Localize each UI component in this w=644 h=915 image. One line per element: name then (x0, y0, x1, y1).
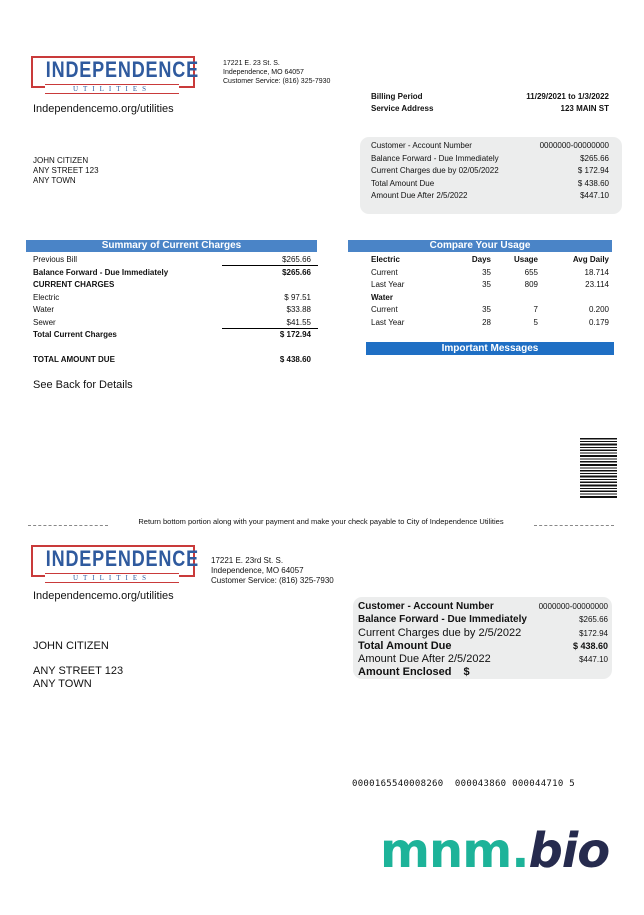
stub-customer-town: ANY TOWN (33, 678, 92, 690)
see-back-note: See Back for Details (33, 379, 133, 391)
usage-days: 35 (482, 305, 491, 314)
stub-current-value: $172.94 (579, 629, 608, 638)
col-avg: Avg Daily (572, 255, 609, 264)
address-line1: 17221 E. 23 St. S. (223, 60, 280, 67)
usage-amount: 809 (524, 280, 538, 289)
stub-utility-logo (31, 545, 199, 585)
usage-days: 35 (482, 267, 491, 277)
logo-sub: UTILITIES (72, 574, 152, 582)
logo-sub: UTILITIES (72, 85, 152, 93)
stub-total-label: Total Amount Due (358, 640, 452, 652)
water-heading: Water (371, 292, 393, 302)
current-charges-value: $ 172.94 (577, 166, 609, 175)
balance-forward-label: Balance Forward - Due Immediately (33, 267, 169, 277)
usage-header: Compare Your Usage (348, 240, 612, 252)
account-number-value: 0000000-00000000 (539, 141, 609, 150)
return-instructions: Return bottom portion along with your payment and make your check payable to City of Independence Utilities (138, 517, 504, 526)
billing-period-value: 11/29/2021 to 1/3/2022 (526, 92, 609, 101)
balance-forward-label: Balance Forward - Due Immediately (371, 153, 499, 163)
usage-days: 28 (482, 317, 491, 327)
usage-days: 35 (482, 280, 491, 289)
usage-label: Last Year (371, 317, 405, 327)
stub-after-label: Amount Due After 2/5/2022 (358, 653, 491, 665)
electric-label: Electric (33, 292, 60, 302)
stub-customer-name: JOHN CITIZEN (33, 640, 109, 652)
stub-customer-service: Customer Service: (816) 325-7930 (211, 576, 334, 585)
usage-avg: 18.714 (584, 267, 609, 277)
total-due-value: $ 438.60 (577, 178, 609, 188)
address-line2: Independence, MO 64057 (223, 69, 304, 76)
electric-heading: Electric (371, 255, 400, 264)
stub-current-label: Current Charges due by 2/5/2022 (358, 627, 522, 639)
stub-address-line1: 17221 E. 23rd St. S. (211, 556, 284, 565)
stub-row (358, 601, 608, 614)
logo-name: INDEPENDENCE (45, 57, 199, 82)
customer-town: ANY TOWN (33, 176, 76, 185)
tear-line-left (28, 525, 108, 526)
barcode-bars (580, 438, 617, 498)
balance-forward-value: $265.66 (282, 267, 311, 277)
usage-amount: 5 (533, 317, 538, 327)
summary-row-balance (33, 267, 311, 280)
sewer-label: Sewer (33, 317, 56, 327)
stub-account-number-value: 0000000-00000000 (538, 602, 608, 611)
electric-value: $ 97.51 (284, 292, 311, 302)
previous-bill-value: $265.66 (282, 255, 311, 264)
balance-forward-value: $265.66 (580, 153, 609, 163)
current-charges-label: Current Charges due by 02/05/2022 (371, 166, 499, 175)
usage-amount: 655 (524, 267, 538, 277)
logo-name: INDEPENDENCE (45, 546, 199, 571)
stub-row (358, 627, 608, 640)
tear-line-right (534, 525, 614, 526)
scanline: 0000165540008260 000043860 000044710 5 (352, 779, 576, 789)
stub-row (358, 666, 608, 679)
customer-street: ANY STREET 123 (33, 166, 99, 175)
logo-sub-band (45, 84, 179, 94)
stub-account-number-label: Customer - Account Number (358, 601, 494, 612)
total-current-label: Total Current Charges (33, 330, 117, 339)
total-due-label: Total Amount Due (371, 178, 435, 188)
stub-total-value: $ 438.60 (572, 641, 608, 651)
usage-avg: 23.114 (585, 280, 609, 289)
customer-name: JOHN CITIZEN (33, 156, 89, 165)
stub-row (358, 640, 608, 653)
watermark-part2: bio (528, 823, 610, 879)
usage-header-row (371, 254, 609, 267)
utility-address (223, 59, 330, 86)
account-row (371, 190, 609, 203)
previous-bill-label: Previous Bill (33, 255, 78, 264)
stub-balance-label: Balance Forward - Due Immediately (358, 614, 527, 625)
summary-divider-bottom (222, 328, 318, 329)
total-current-value: $ 172.94 (279, 330, 311, 339)
stub-balance-value: $265.66 (579, 615, 608, 624)
account-row (371, 165, 609, 178)
usage-label: Current (371, 267, 398, 277)
stub-customer-street: ANY STREET 123 (33, 665, 124, 677)
summary-row-water (33, 304, 311, 317)
summary-row-electric (33, 292, 311, 305)
stub-utility-address (211, 556, 334, 586)
watermark-logo (380, 825, 609, 877)
usage-row (371, 317, 609, 330)
amount-enclosed-field[interactable]: $ (463, 666, 470, 678)
col-days: Days (471, 255, 491, 264)
usage-row (371, 267, 609, 280)
stub-row (358, 614, 608, 627)
utility-logo (31, 56, 199, 96)
amount-after-value: $447.10 (580, 191, 609, 200)
total-amount-due-label: TOTAL AMOUNT DUE (33, 355, 115, 364)
water-value: $33.88 (286, 305, 311, 314)
usage-avg: 0.179 (588, 317, 609, 327)
service-address-value: 123 MAIN ST (560, 104, 609, 113)
stub-row (358, 653, 608, 666)
usage-label: Last Year (371, 280, 405, 289)
amount-after-label: Amount Due After 2/5/2022 (371, 191, 468, 200)
amount-enclosed-label: Amount Enclosed (358, 666, 452, 678)
usage-avg: 0.200 (588, 305, 609, 314)
watermark-part1: mnm. (380, 823, 529, 879)
sewer-value: $41.55 (286, 317, 311, 327)
account-row (371, 153, 609, 166)
stub-address-line2: Independence, MO 64057 (211, 566, 304, 575)
usage-row (371, 304, 609, 317)
account-row (371, 178, 609, 191)
usage-amount: 7 (533, 305, 538, 314)
water-label: Water (33, 305, 55, 314)
important-messages-header: Important Messages (366, 342, 614, 355)
website-link[interactable]: Independencemo.org/utilities (33, 103, 174, 115)
billing-period-label: Billing Period (371, 92, 423, 101)
account-row (371, 140, 609, 153)
stub-account-rows (358, 601, 608, 679)
current-charges-heading: CURRENT CHARGES (33, 280, 115, 289)
customer-address (33, 156, 99, 186)
total-amount-due-value: $ 438.60 (279, 355, 311, 364)
summary-divider-top (222, 265, 318, 266)
mail-barcode (580, 438, 617, 498)
usage-row (371, 279, 609, 292)
summary-header: Summary of Current Charges (26, 240, 317, 252)
account-number-label: Customer - Account Number (371, 141, 472, 150)
account-summary-rows (371, 140, 609, 203)
service-address-label: Service Address (371, 104, 434, 113)
col-usage: Usage (513, 255, 538, 264)
customer-service: Customer Service: (816) 325-7930 (223, 78, 331, 85)
usage-label: Current (371, 305, 398, 314)
usage-table (371, 254, 609, 329)
stub-website-link[interactable]: Independencemo.org/utilities (33, 590, 174, 602)
stub-after-value: $447.10 (579, 655, 608, 664)
summary-row-total-current (33, 329, 311, 342)
logo-sub-band (45, 573, 179, 583)
